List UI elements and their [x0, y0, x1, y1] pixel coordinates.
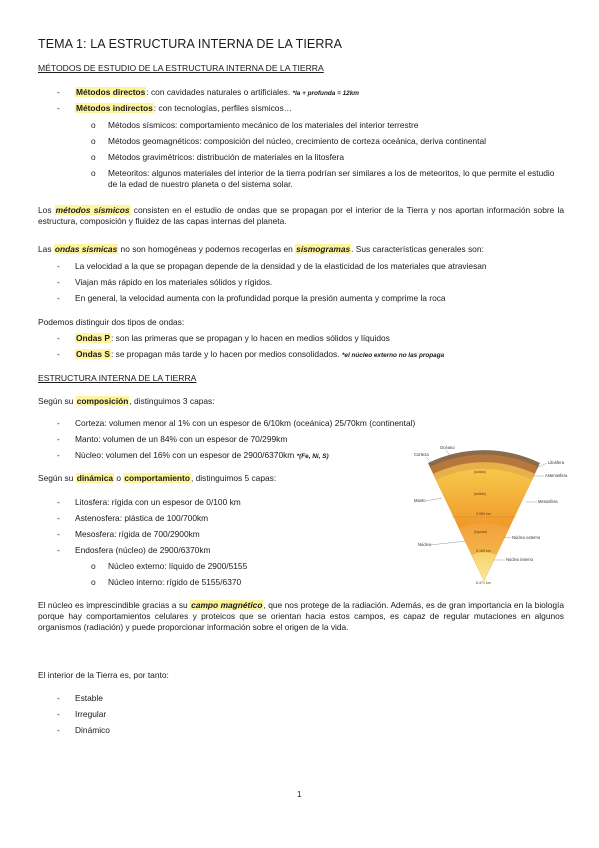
label-core: Núcleo — [418, 542, 432, 547]
paragraph-composition — [38, 396, 564, 407]
list-item-text: : con cavidades naturales o artificiales. — [146, 87, 291, 97]
text: : son las primeras que se propagan y lo hacen en medios sólidos y líquidos — [110, 333, 390, 343]
highlight-term: Métodos indirectos — [76, 103, 153, 113]
paragraph-dynamics — [38, 473, 398, 484]
list-item-asthenosphere: Astenosfera: plástica de 100/700km — [75, 513, 209, 523]
text: o — [114, 473, 124, 483]
bullet-dash: - — [57, 725, 60, 735]
paragraph-seismic-waves — [38, 244, 564, 255]
highlight-term: campo magnético — [191, 600, 263, 610]
paragraph-wave-types: Podemos distinguir dos tipos de ondas: — [38, 317, 185, 327]
label-crust: Corteza — [414, 452, 429, 457]
leader-line — [504, 537, 511, 538]
text: no son homogéneas y podemos recogerlas en — [118, 244, 296, 254]
label-solid-upper: (sólido) — [474, 470, 486, 474]
inner-core-shell — [472, 552, 496, 581]
sub-item-geomagnetic: Métodos geomagnéticos: composición del núcleo, crecimiento de corteza oceánica, deriva continental — [108, 136, 487, 146]
list-item-irregular: Irregular — [75, 709, 107, 719]
label-depth-5150: 5.150 km — [476, 549, 491, 553]
page-title: TEMA 1: LA ESTRUCTURA INTERNA DE LA TIERRA — [38, 37, 343, 51]
leader-line — [426, 498, 442, 501]
label-outer-core: Núcleo externo — [512, 535, 541, 540]
highlight-term: composición — [76, 396, 129, 406]
highlight-term: métodos sísmicos — [55, 205, 130, 215]
bullet-dash: - — [57, 513, 60, 523]
bullet-dash: - — [57, 293, 60, 303]
list-item-characteristic: La velocidad a la que se propagan depende de la densidad y de la elasticidad de los materiales que atraviesan — [75, 261, 487, 271]
sub-item-seismic: Métodos sísmicos: comportamiento mecánico de los materiales del interior terrestre — [108, 120, 419, 130]
highlight-term: comportamiento — [124, 473, 190, 483]
text: El núcleo es imprescindible gracias a su — [38, 600, 191, 610]
label-lithosphere: Litosfera — [548, 460, 565, 465]
list-item-crust: Corteza: volumen menor al 1% con un espesor de 6/10km (oceánica) 25/70km (continental) — [75, 418, 416, 428]
highlight-term: Ondas P — [76, 333, 110, 343]
text: Los — [38, 205, 55, 215]
sub-item-inner-core: Núcleo interno: rígido de 5155/6370 — [108, 577, 242, 587]
bullet-dash: - — [57, 103, 60, 113]
text: , que nos protege de la radiación. Además, es de gran importancia en la biología porque hay comportamientos celulares y proteicos que se orientan hacia estos campos, es capaz de regular mutaciones en algunos organismos (radiación) y puede proporcionar información sobre el origen de la vida. — [38, 600, 564, 632]
list-item-text: : con tecnologías, perfiles sísmicos… — [153, 103, 293, 113]
bullet-dash: - — [57, 87, 60, 97]
bullet-circle: o — [91, 152, 96, 162]
earth-layers-figure — [412, 443, 570, 585]
label-asthenosphere: Astenosfera — [545, 473, 568, 478]
bullet-dash: - — [57, 261, 60, 271]
side-note: *(Fe, Ni, S) — [296, 453, 329, 460]
text: , distinguimos 5 capas: — [190, 473, 277, 483]
list-item-p-waves — [75, 333, 390, 344]
list-item-stable: Estable — [75, 693, 103, 703]
highlight-term: ondas sísmicas — [54, 244, 118, 254]
bullet-dash: - — [57, 349, 60, 359]
bullet-dash: - — [57, 434, 60, 444]
bullet-circle: o — [91, 136, 96, 146]
label-depth-6371: 6.371 km — [476, 581, 491, 585]
highlight-term: sismogramas — [296, 244, 351, 254]
text: Según su — [38, 473, 76, 483]
bullet-dash: - — [57, 450, 60, 460]
list-item-dynamic: Dinámico — [75, 725, 110, 735]
list-item-lithosphere: Litosfera: rígida con un espesor de 0/100 km — [75, 497, 241, 507]
text: Las — [38, 244, 54, 254]
paragraph-seismic-methods — [38, 205, 564, 227]
highlight-term: Métodos directos — [76, 87, 146, 97]
label-ocean: Océano — [440, 445, 455, 450]
text: . Sus características generales son: — [351, 244, 484, 254]
leader-line — [430, 541, 466, 545]
label-inner-core: Núcleo interno — [506, 557, 534, 562]
label-liquid: (líquido) — [474, 530, 487, 534]
sub-item-meteorites: Meteoritos: algunos materiales del interior de la tierra podrían ser similares a los de meteoritos, lo que permite el estudio de la edad de nuestro planeta o del sistema solar. — [108, 168, 555, 189]
label-mesosphere: Mesosfera — [538, 499, 558, 504]
list-item-direct-methods — [75, 87, 359, 98]
highlight-term: Ondas S — [76, 349, 110, 359]
paragraph-conclusion: El interior de la Tierra es, por tanto: — [38, 670, 169, 680]
list-item-indirect-methods — [75, 103, 292, 114]
side-note: *la + profunda = 12km — [292, 90, 359, 97]
bullet-dash: - — [57, 497, 60, 507]
label-depth-2900: 2.900 km — [476, 512, 491, 516]
text: Según su — [38, 396, 76, 406]
section-heading-methods: MÉTODOS DE ESTUDIO DE LA ESTRUCTURA INTERNA DE LA TIERRA — [38, 63, 324, 73]
bullet-dash: - — [57, 277, 60, 287]
text: consisten en el estudio de ondas que se propagan por el interior de la Tierra y nos aportan información sobre la estructura, composición y fluidez de las capas internas del planeta. — [38, 205, 564, 226]
list-item-mantle: Manto: volumen de un 84% con un espesor de 70/299km — [75, 434, 288, 444]
list-item-endosphere: Endosfera (núcleo) de 2900/6370km — [75, 545, 211, 555]
bullet-circle: o — [91, 168, 96, 178]
bullet-circle: o — [91, 561, 96, 571]
list-item-characteristic: En general, la velocidad aumenta con la profundidad porque la presión aumenta y comprime la roca — [75, 293, 446, 303]
bullet-dash: - — [57, 333, 60, 343]
bullet-dash: - — [57, 545, 60, 555]
section-heading-structure: ESTRUCTURA INTERNA DE LA TIERRA — [38, 373, 197, 383]
text: Núcleo: volumen del 16% con un espesor de 2900/6370km — [75, 450, 295, 460]
bullet-dash: - — [57, 418, 60, 428]
sub-item-gravimetric: Métodos gravimétricos: distribución de materiales en la litosfera — [108, 152, 345, 162]
text: : se propagan más tarde y lo hacen por medios consolidados. — [110, 349, 340, 359]
paragraph-magnetic-field — [38, 600, 564, 633]
bullet-circle: o — [91, 577, 96, 587]
side-note: *el núcleo externo no las propaga — [341, 352, 445, 359]
text: , distinguimos 3 capas: — [129, 396, 215, 406]
list-item-core — [75, 450, 329, 461]
list-item-s-waves — [75, 349, 444, 360]
bullet-dash: - — [57, 693, 60, 703]
label-solid-lower: (sólido) — [474, 492, 486, 496]
sub-item-outer-core: Núcleo externo: líquido de 2900/5155 — [108, 561, 248, 571]
bullet-circle: o — [91, 120, 96, 130]
bullet-dash: - — [57, 709, 60, 719]
bullet-dash: - — [57, 529, 60, 539]
highlight-term: dinámica — [76, 473, 114, 483]
list-item-mesosphere: Mesosfera: rígida de 700/2900km — [75, 529, 200, 539]
list-item-characteristic: Viajan más rápido en los materiales sólidos y rígidos. — [75, 277, 273, 287]
label-mantle: Manto — [414, 498, 426, 503]
page-number: 1 — [297, 790, 302, 799]
